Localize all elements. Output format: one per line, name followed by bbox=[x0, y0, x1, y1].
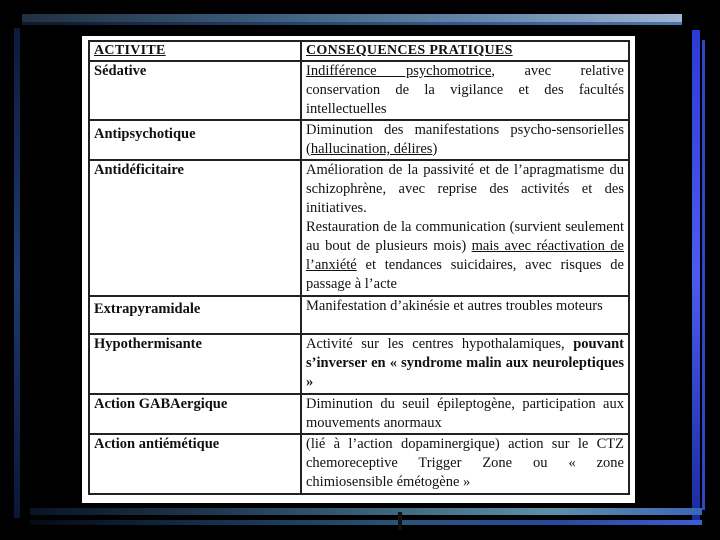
consequence-text: Activité sur les centres hypothalamiques, bbox=[306, 336, 574, 352]
bottom-decor-divider bbox=[398, 512, 402, 530]
consequence-cell bbox=[301, 334, 629, 394]
activity-cell: Sédative bbox=[89, 61, 301, 120]
table-row bbox=[89, 160, 629, 296]
table-row bbox=[89, 296, 629, 334]
right-decor-bar bbox=[692, 30, 700, 520]
bottom-decor-bar-left-thin bbox=[30, 520, 402, 525]
consequence-text: ) bbox=[432, 141, 438, 157]
activity-cell: Action antiémétique bbox=[89, 434, 301, 494]
consequence-cell bbox=[301, 120, 629, 160]
consequence-text: , avec relative conservation de la vigilance et des facultés intellectuelles bbox=[306, 63, 624, 117]
consequence-text-underlined: Indifférence psychomotrice bbox=[306, 63, 492, 79]
consequence-text-underlined: hallucination, délires bbox=[310, 141, 433, 157]
table-row bbox=[89, 434, 629, 494]
top-decor-bar-thin bbox=[22, 22, 682, 25]
consequence-text: Amélioration de la passivité et de l’apragmatisme du schizophrène, avec reprise des activités et des initiatives. bbox=[306, 162, 624, 216]
activity-cell: Extrapyramidale bbox=[89, 296, 301, 334]
activity-cell: Antipsychotique bbox=[89, 120, 301, 160]
neuroleptic-activity-table bbox=[88, 40, 630, 495]
table-row bbox=[89, 61, 629, 120]
consequence-text-bold: pouvant s’inverser en « syndrome malin aux neuroleptiques » bbox=[306, 336, 624, 390]
consequence-cell: Diminution du seuil épileptogène, participation aux mouvements anormaux bbox=[301, 394, 629, 434]
bottom-decor-bar-right-thin bbox=[402, 520, 702, 525]
left-decor-bar bbox=[14, 28, 20, 518]
document-image bbox=[82, 36, 635, 503]
table-row bbox=[89, 334, 629, 394]
consequence-cell: Manifestation d’akinésie et autres troubles moteurs bbox=[301, 296, 629, 334]
table-row bbox=[89, 120, 629, 160]
consequence-cell: (lié à l’action dopaminergique) action sur le CTZ chemoreceptive Trigger Zone ou « zone chimiosensible émétogène » bbox=[301, 434, 629, 494]
table-header-row bbox=[89, 41, 629, 61]
bottom-decor-bar-left bbox=[30, 508, 402, 515]
table-row bbox=[89, 394, 629, 434]
consequence-cell bbox=[301, 61, 629, 120]
consequence-text-underlined: mais avec réactivation de l’anxiété bbox=[306, 238, 624, 273]
activity-cell: Action GABAergique bbox=[89, 394, 301, 434]
right-decor-bar-thin bbox=[702, 40, 705, 510]
top-decor-bar bbox=[22, 14, 682, 22]
activity-cell: Hypothermisante bbox=[89, 334, 301, 394]
bottom-decor-bar-right bbox=[402, 508, 702, 515]
consequence-text: Diminution des manifestations psycho-sensorielles ( bbox=[306, 122, 624, 157]
header-activite: ACTIVITE bbox=[89, 41, 301, 61]
consequence-text: et tendances suicidaires, avec risques de passage à l’acte bbox=[306, 257, 624, 292]
consequence-text: Restauration de la communication (survient seulement au bout de plusieurs mois) bbox=[306, 219, 624, 254]
header-consequences: CONSEQUENCES PRATIQUES bbox=[301, 41, 629, 61]
activity-cell: Antidéficitaire bbox=[89, 160, 301, 296]
consequence-cell bbox=[301, 160, 629, 296]
